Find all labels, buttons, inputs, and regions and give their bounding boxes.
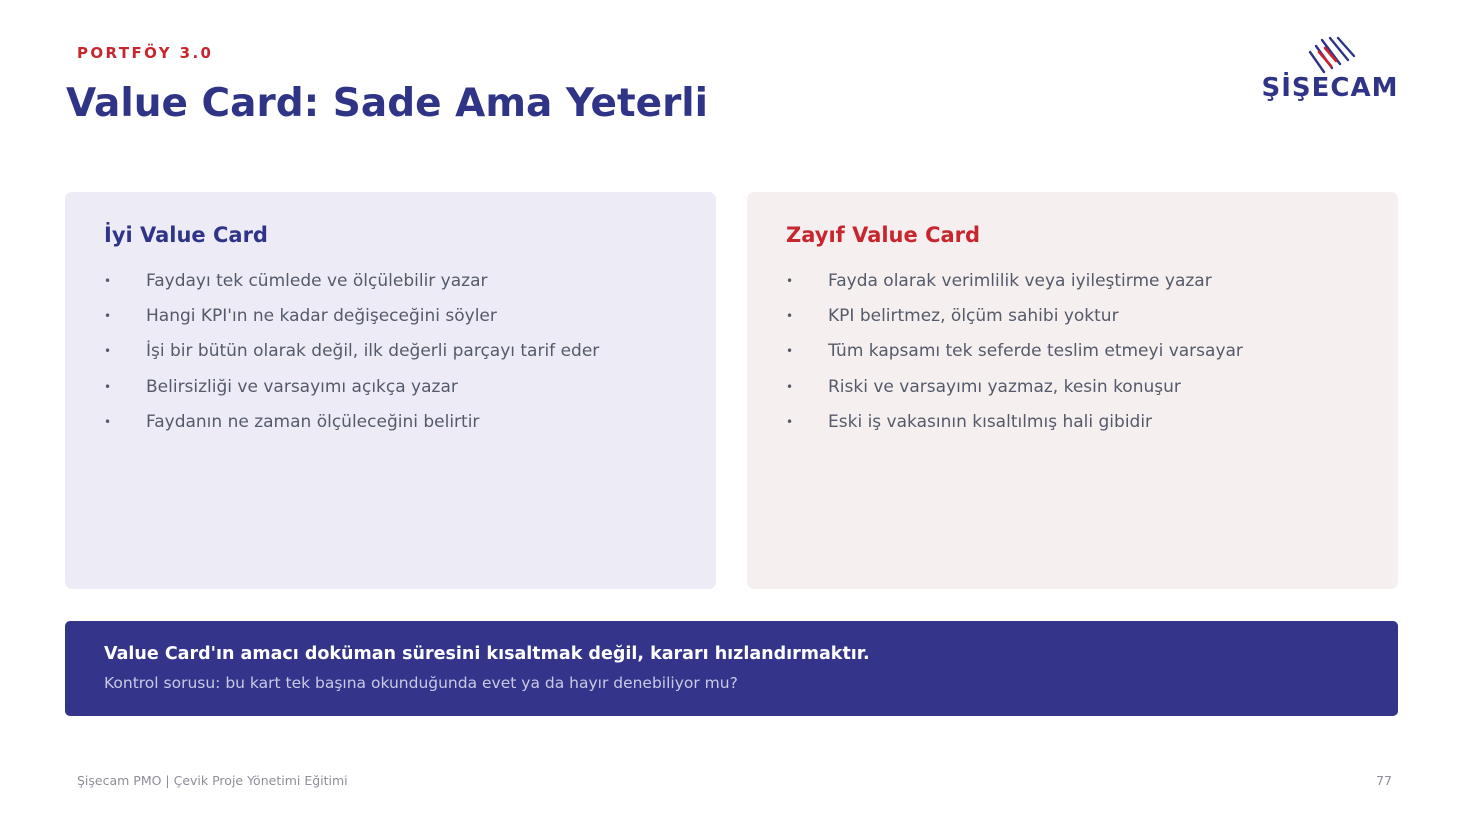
list-item xyxy=(104,373,599,408)
list-item-text: Riski ve varsayımı yazmaz, kesin konuşur xyxy=(828,376,1181,397)
bullet-dot-icon: • xyxy=(104,274,112,288)
bullet-dot-icon: • xyxy=(786,414,794,429)
callout-main-text: Value Card'ın amacı doküman süresini kısaltmak değil, kararı hızlandırmaktır. xyxy=(104,644,870,664)
list-item-text: Hangi KPI'ın ne kadar değişeceğini söyler xyxy=(146,306,497,327)
list-item-text: KPI belirtmez, ölçüm sahibi yoktur xyxy=(828,306,1119,327)
key-message-callout xyxy=(65,621,1398,716)
logo-wordmark: ŞİŞECAM xyxy=(1261,73,1399,103)
weak-card-list xyxy=(786,267,1243,443)
list-item-text: Fayda olarak verimlilik veya iyileştirme yazar xyxy=(828,271,1212,291)
bullet-dot-icon: • xyxy=(104,309,112,324)
page-title: Value Card: Sade Ama Yeterli xyxy=(66,81,709,126)
section-kicker: PORTFÖY 3.0 xyxy=(77,44,214,62)
weak-card-title: Zayıf Value Card xyxy=(786,223,981,247)
list-item xyxy=(104,408,599,443)
bullet-dot-icon: • xyxy=(786,274,794,288)
list-item xyxy=(786,267,1243,302)
list-item-text: Tüm kapsamı tek seferde teslim etmeyi varsayar xyxy=(828,341,1243,362)
list-item xyxy=(786,408,1243,443)
sisecam-stripes-logo-icon xyxy=(1302,36,1358,76)
footer-caption: Şişecam PMO | Çevik Proje Yönetimi Eğitimi xyxy=(77,773,348,788)
bullet-dot-icon: • xyxy=(786,309,794,324)
list-item xyxy=(104,267,599,302)
list-item xyxy=(104,337,599,372)
sisecam-logo xyxy=(1252,36,1408,112)
list-item-text: Eski iş vakasının kısaltılmış hali gibidir xyxy=(828,411,1153,432)
list-item xyxy=(786,302,1243,337)
list-item-text: Belirsizliği ve varsayımı açıkça yazar xyxy=(146,376,458,397)
page-number: 77 xyxy=(1376,773,1392,788)
weak-value-card-panel xyxy=(747,192,1398,589)
bullet-dot-icon: • xyxy=(104,379,112,394)
good-value-card-panel xyxy=(65,192,716,589)
list-item xyxy=(104,302,599,337)
list-item-text: Faydanın ne zaman ölçüleceğini belirtir xyxy=(146,411,480,432)
good-card-title: İyi Value Card xyxy=(104,223,268,247)
bullet-dot-icon: • xyxy=(104,344,112,359)
callout-sub-text: Kontrol sorusu: bu kart tek başına okunduğunda evet ya da hayır denebiliyor mu? xyxy=(104,674,738,692)
list-item xyxy=(786,337,1243,372)
bullet-dot-icon: • xyxy=(104,414,112,429)
list-item-text: İşi bir bütün olarak değil, ilk değerli parçayı tarif eder xyxy=(146,341,600,362)
list-item-text: Faydayı tek cümlede ve ölçülebilir yazar xyxy=(146,271,488,291)
bullet-dot-icon: • xyxy=(786,379,794,394)
good-card-list xyxy=(104,267,599,443)
bullet-dot-icon: • xyxy=(786,344,794,359)
list-item xyxy=(786,373,1243,408)
